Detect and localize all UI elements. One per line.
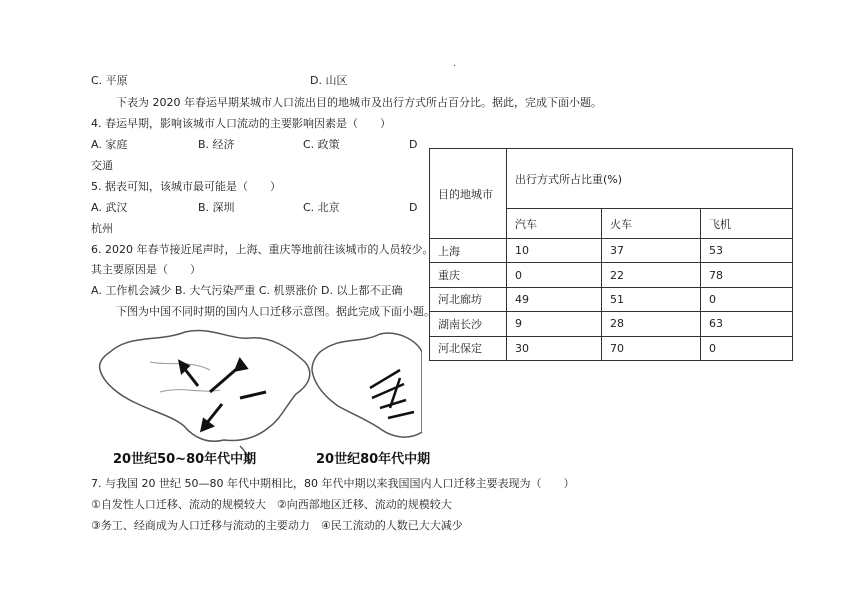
row-value: 0 [507, 263, 602, 287]
q4-option-b: B. 经济 [198, 138, 235, 151]
destination-table [429, 148, 793, 361]
q3-option-d: D. 山区 [310, 74, 348, 87]
row-city: 重庆 [430, 263, 507, 287]
q4-option-d-text: 交通 [91, 159, 113, 172]
q5-option-d: D [409, 201, 418, 214]
row-city: 湖南长沙 [430, 312, 507, 336]
table-group-header: 出行方式所占比重(%) [507, 149, 793, 209]
migration-map-1980s [310, 322, 422, 467]
row-city: 河北廊坊 [430, 287, 507, 311]
q4-option-a: A. 家庭 [91, 138, 128, 151]
q5-option-a: A. 武汉 [91, 201, 128, 214]
question-7: 7. 与我国 20 世纪 50—80 年代中期相比，80 年代中期以来我国国内人口迁移主要表现为（ ） [91, 477, 575, 490]
table-row [430, 263, 793, 287]
row-value: 78 [701, 263, 793, 287]
mode-header-car: 汽车 [507, 209, 602, 239]
q4-option-d: D [409, 138, 418, 151]
table-row [430, 336, 793, 360]
row-value: 51 [602, 287, 701, 311]
q7-options-1: ①自发性人口迁移、流动的规模较大 ②向西部地区迁移、流动的规模较大 [91, 498, 452, 511]
map-caption-right: 20世纪80年代中期 [316, 452, 431, 467]
table-intro: 下表为 2020 年春运早期某城市人口流出目的地城市及出行方式所占百分比。据此，完成下面小题。 [116, 96, 602, 109]
migration-arrows [370, 370, 414, 418]
table-row [430, 239, 793, 263]
row-value: 9 [507, 312, 602, 336]
row-value: 53 [701, 239, 793, 263]
row-value: 49 [507, 287, 602, 311]
row-value: 10 [507, 239, 602, 263]
row-city: 上海 [430, 239, 507, 263]
header-mark: . [453, 58, 457, 69]
row-value: 70 [602, 336, 701, 360]
q5-option-c: C. 北京 [303, 201, 340, 214]
table-row [430, 312, 793, 336]
china-outline [312, 333, 422, 437]
migration-arrows [180, 360, 266, 430]
question-5: 5. 据表可知，该城市最可能是（ ） [91, 180, 281, 193]
row-value: 30 [507, 336, 602, 360]
q7-options-2: ③务工、经商成为人口迁移与流动的主要动力 ④民工流动的人数已大大减少 [91, 519, 463, 532]
row-value: 0 [701, 287, 793, 311]
row-value: 0 [701, 336, 793, 360]
row-value: 63 [701, 312, 793, 336]
table-row [430, 287, 793, 311]
row-city: 河北保定 [430, 336, 507, 360]
q5-option-b: B. 深圳 [198, 201, 235, 214]
question-4: 4. 春运早期，影响该城市人口流动的主要影响因素是（ ） [91, 117, 391, 130]
q4-option-c: C. 政策 [303, 138, 340, 151]
q5-option-d-text: 杭州 [91, 222, 113, 235]
map-caption-left: 20世纪50~80年代中期 [113, 452, 257, 467]
mode-header-train: 火车 [602, 209, 701, 239]
question-6-cont: 其主要原因是（ ） [91, 263, 201, 276]
question-6: 6. 2020 年春节接近尾声时，上海、重庆等地前往该城市的人员较少。 [91, 243, 434, 256]
row-value: 22 [602, 263, 701, 287]
q3-option-c: C. 平原 [91, 74, 128, 87]
table-col-header: 目的地城市 [430, 149, 507, 239]
row-value: 28 [602, 312, 701, 336]
mode-header-plane: 飞机 [701, 209, 793, 239]
q6-options: A. 工作机会减少 B. 大气污染严重 C. 机票涨价 D. 以上都不正确 [91, 284, 403, 297]
map-intro: 下图为中国不同时期的国内人口迁移示意图。据此完成下面小题。 [116, 305, 435, 318]
row-value: 37 [602, 239, 701, 263]
